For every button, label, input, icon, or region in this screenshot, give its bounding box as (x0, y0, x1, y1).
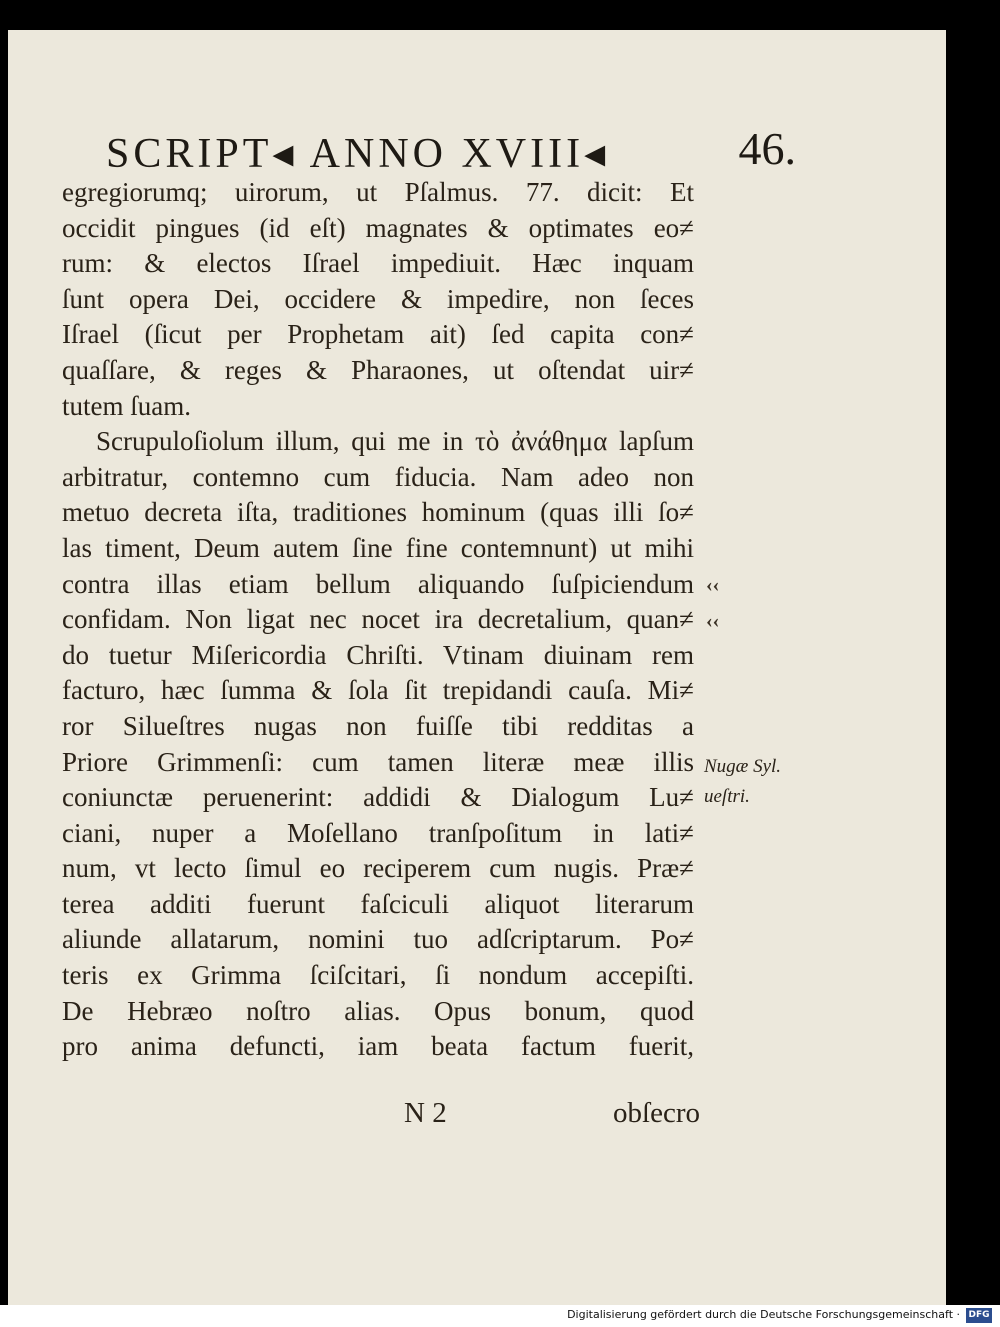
text-line: do tuetur Miſericordia Chriſti. Vtinam diuinam rem (62, 639, 694, 670)
text-line: pro anima defuncti, iam beata factum fuerit, (62, 1031, 694, 1062)
text-line: num, vt lecto ſimul eo reciperem cum nugis. Præ≠ (62, 853, 694, 884)
text-line: teris ex Grimma ſciſcitari, ſi nondum accepiſti. (62, 960, 694, 991)
text-line: contra illas etiam bellum aliquando ſuſpiciendum (62, 568, 694, 599)
text-line: las timent, Deum autem ſine fine contemnunt) ut mihi (62, 532, 694, 563)
marginal-quote-mark: ‹‹ (706, 610, 720, 632)
page-header (106, 123, 796, 178)
text-line: quaſſare, & reges & Pharaones, ut oſtendat uir≠ (62, 354, 694, 385)
text-line: occidit pingues (id eſt) magnates & optimates eo≠ (62, 212, 694, 243)
text-line: Iſrael (ſicut per Prophetam ait) ſed capita con≠ (62, 319, 694, 350)
text-line: ror Silueſtres nugas non fuiſſe tibi redditas a (62, 710, 694, 741)
marginal-note-line2: ueſtri. (704, 786, 750, 807)
text-line: aliunde allatarum, nomini tuo adſcriptarum. Po≠ (62, 924, 694, 955)
text-line: rum: & electos Iſrael impediuit. Hæc inquam (62, 248, 694, 279)
text-line: coniunctæ peruenerint: addidi & Dialogum Lu≠ (62, 782, 694, 813)
digitization-credit: Digitalisierung gefördert durch die Deutsche Forschungsgemeinschaft · (567, 1308, 960, 1321)
text-line: confidam. Non ligat nec nocet ira decretalium, quan≠ (62, 604, 694, 635)
text-line: Priore Grimmenſi: cum tamen literæ meæ illis (62, 746, 694, 777)
marginal-quote-mark: ‹‹ (706, 574, 720, 596)
text-line: terea additi fuerunt faſciculi aliquot literarum (62, 888, 694, 919)
text-line: ciani, nuper a Moſellano tranſpoſitum in lati≠ (62, 817, 694, 848)
text-line: De Hebræo noſtro alias. Opus bonum, quod (62, 995, 694, 1026)
text-line: ſunt opera Dei, occidere & impedire, non ſeces (62, 283, 694, 314)
signature-mark: N 2 (404, 1097, 447, 1129)
text-line: Scrupuloſiolum illum, qui me in τὸ ἀνάθημα lapſum (96, 426, 694, 457)
text-line: arbitratur, contemno cum fiducia. Nam adeo non (62, 461, 694, 492)
catchword: obſecro (613, 1097, 700, 1129)
book-page (8, 30, 946, 1305)
footer-bar (0, 1305, 1000, 1327)
body-text (62, 175, 694, 1065)
text-line: egregiorumq; uirorum, ut Pſalmus. 77. dicit: Et (62, 177, 694, 207)
text-line: metuo decreta iſta, traditiones hominum (quas illi ſo≠ (62, 497, 694, 528)
text-line: tutem ſuam. (62, 390, 191, 421)
running-title: SCRIPT◂ ANNO XVIII◂ (106, 131, 610, 177)
text-line: facturo, hæc ſumma & ſola ſit trepidandi cauſa. Mi≠ (62, 675, 694, 706)
dfg-logo-icon: DFG (966, 1308, 992, 1323)
page-number: 46. (738, 123, 796, 174)
marginal-note-line1: Nugæ Syl. (704, 756, 782, 777)
